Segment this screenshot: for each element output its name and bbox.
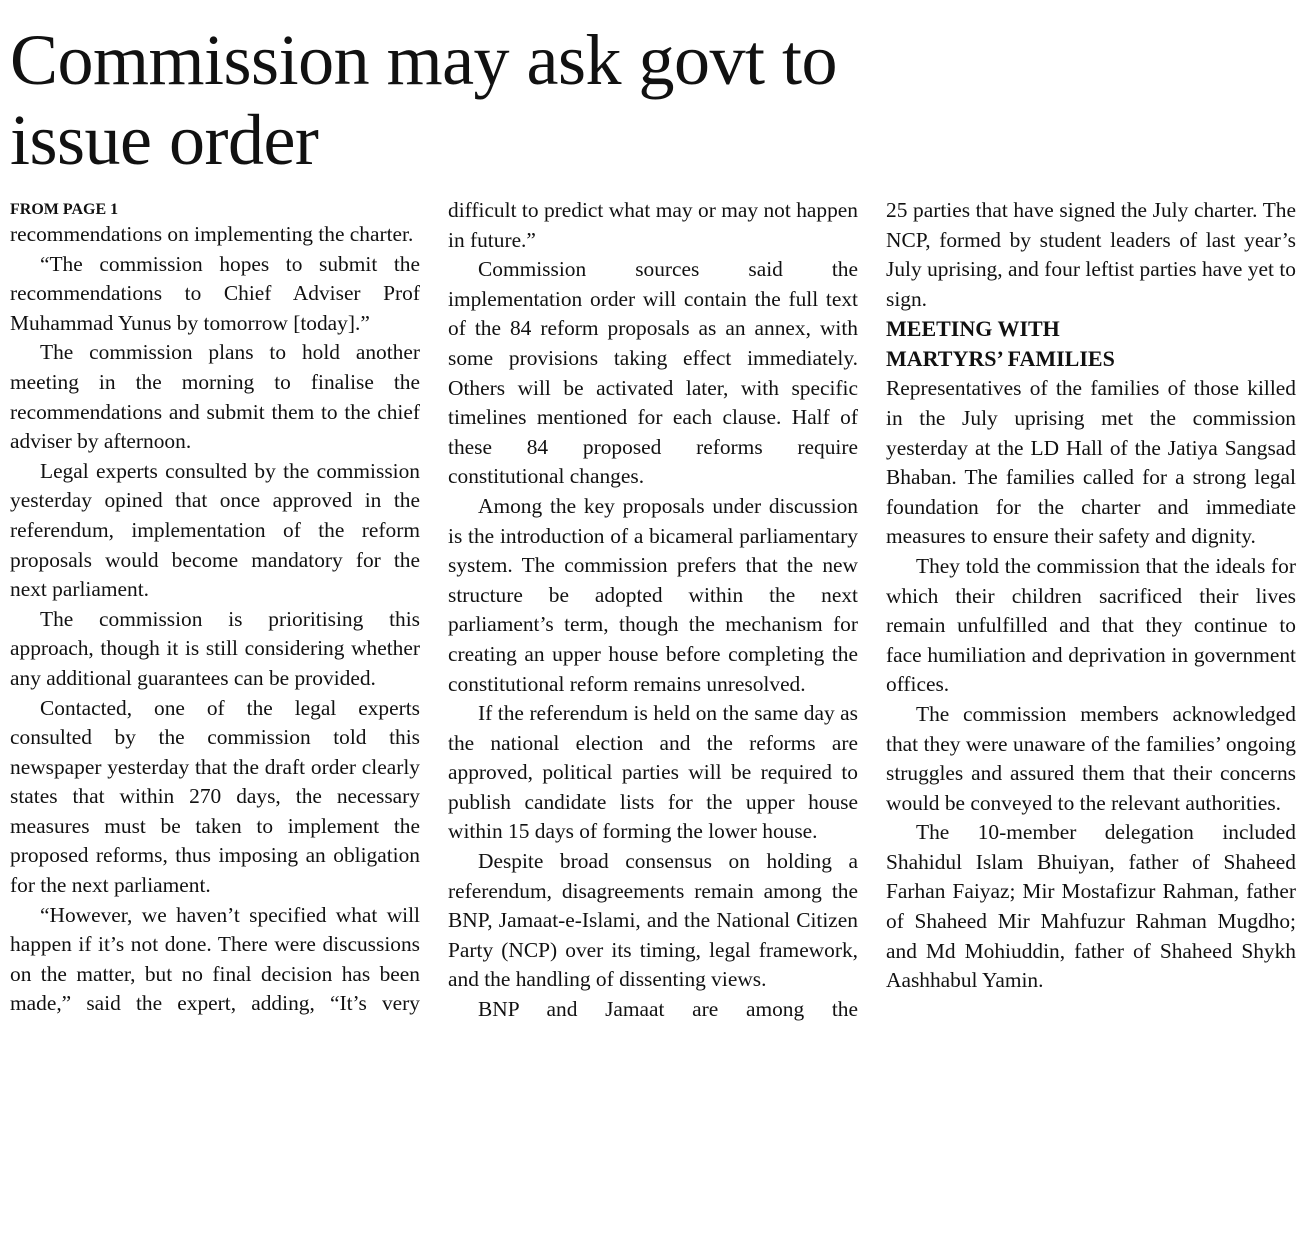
paragraph: The 10-member delegation included Shahidul Islam Bhuiyan, father of Shaheed Farhan Faiyaz; Mir Mostafizur Rahman, father of Shaheed Mir Mahfuzur Rahman Mugdho; and Md Mohiuddin, father of Shaheed Shykh Aashhabul Yamin.: [886, 820, 1296, 993]
paragraph: The commission plans to hold another meeting in the morning to finalise the recommendations and submit them to the chief adviser by afternoon.: [10, 340, 420, 454]
column-2: [448, 196, 858, 1025]
paragraph: “However, we haven’t specified what will happen if it’s not done. There were discussions on the matter, but no final decision has been made,” said the expert, adding, “It’s very: [10, 902, 420, 1016]
headline: Commission may ask govt to issue order: [10, 20, 838, 180]
subhead-line-1: MEETING WITH: [886, 316, 1060, 342]
kicker-from-page-1: FROM PAGE 1: [10, 201, 119, 218]
paragraph: Contacted, one of the legal experts consulted by the commission told this newspaper yesterday that the draft order clearly states that within 270 days, the necessary measures must be taken to implement the proposed reforms, thus imposing an obligation for the next parliament.: [10, 695, 420, 898]
paragraph: recommendations on implementing the charter.: [10, 222, 414, 246]
paragraph: BNP and Jamaat are among the: [478, 997, 858, 1022]
paragraph: The commission is prioritising this approach, though it is still considering whether any additional guarantees can be provided.: [10, 606, 420, 690]
paragraph: Among the key proposals under discussion is the introduction of a bicameral parliamentary system. The commission prefers that the new structure be adopted within the next parliament’s term, though the mechanism for creating an upper house before completing the constitutional reform remains unresolved.: [448, 493, 858, 696]
column-1: [10, 196, 420, 1019]
paragraph: difficult to predict what may or may not happen in future.”: [448, 198, 858, 252]
paragraph: Representatives of the families of those killed in the July uprising met the commission yesterday at the LD Hall of the Jatiya Sangsad Bhaban. The families called for a strong legal foundation for the charter and immediate measures to ensure their safety and dignity.: [886, 376, 1296, 549]
paragraph: The commission members acknowledged that they were unaware of the families’ ongoing struggles and assured them that their concerns would be conveyed to the relevant authorities.: [886, 701, 1296, 815]
paragraph: If the referendum is held on the same day as the national election and the reforms are approved, political parties will be required to publish candidate lists for the upper house within 15 days of forming the lower house.: [448, 701, 858, 844]
paragraph: Legal experts consulted by the commission yesterday opined that once approved in the referendum, implementation of the reform proposals would become mandatory for the next parliament.: [10, 458, 420, 602]
subhead-line-2: MARTYRS’ FAMILIES: [886, 346, 1115, 372]
subhead: [886, 314, 1296, 374]
paragraph: Despite broad consensus on holding a referendum, disagreements remain among the BNP, Jamaat-e-Islami, and the National Citizen Party (NCP) over its timing, legal framework, and the handling of dissenting views.: [448, 849, 858, 992]
paragraph: 25 parties that have signed the July charter. The NCP, formed by student leaders of last year’s July uprising, and four leftist parties have yet to sign.: [886, 198, 1296, 311]
column-3: [886, 196, 1296, 996]
paragraph: Commission sources said the implementation order will contain the full text of the 84 reform proposals as an annex, with some provisions taking effect immediately. Others will be activated later, with specific timelines mentioned for each clause. Half of these 84 proposed reforms require constitutional changes.: [448, 257, 858, 489]
paragraph: “The commission hopes to submit the recommendations to Chief Adviser Prof Muhammad Yunus by tomorrow [today].”: [10, 251, 420, 335]
paragraph: They told the commission that the ideals for which their children sacrificed their lives remain unfulfilled and that they continue to face humiliation and deprivation in government offices.: [886, 553, 1296, 697]
